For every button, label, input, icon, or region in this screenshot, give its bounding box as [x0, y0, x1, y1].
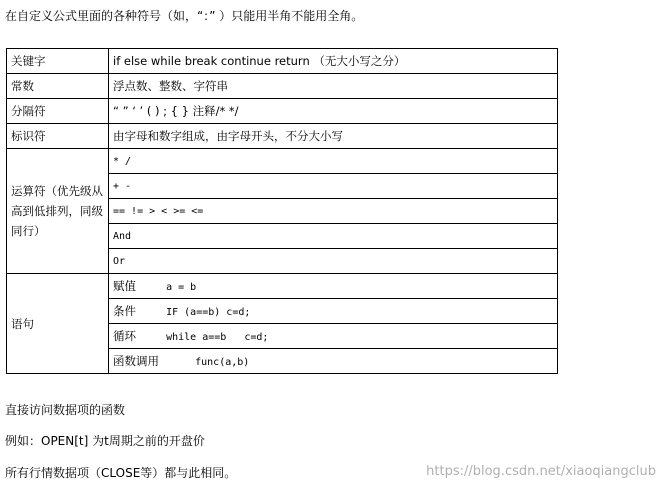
- separators-content: “ ” ‘ ’ ( ) ; { } 注释/* */: [109, 99, 558, 124]
- statement-name: 函数调用: [113, 354, 159, 368]
- operator-row: * /: [109, 149, 558, 174]
- constants-content: 浮点数、整数、字符串: [109, 74, 558, 99]
- intro-text: 在自定义公式里面的各种符号（如，“：” ）只能用半角不能用全角。: [5, 9, 364, 23]
- table-row-statements-1: [7, 274, 558, 299]
- table-row-constants: [7, 74, 558, 99]
- statement-example: while a==b c=d;: [136, 332, 269, 343]
- statement-name: 赋值: [113, 279, 136, 293]
- table-row-identifiers: [7, 124, 558, 149]
- watermark-url: https://blog.csdn.net/xiaoqiangclub: [426, 464, 656, 479]
- operator-row: == != > < >= <=: [109, 199, 558, 224]
- operator-row: Or: [109, 249, 558, 274]
- keywords-content: if else while break continue return （无大小写之分）: [109, 49, 558, 74]
- category-operators: 运算符（优先级从高到低排列，同级同行）: [7, 149, 109, 274]
- paragraph-example: 例如：OPEN[t] 为t周期之前的开盘价: [5, 434, 205, 448]
- statement-example: IF (a==b) c=d;: [136, 307, 251, 318]
- statement-row: [109, 274, 558, 299]
- category-keywords: 关键字: [7, 49, 109, 74]
- statement-row: [109, 299, 558, 324]
- table-row-separators: [7, 99, 558, 124]
- identifiers-content: 由字母和数字组成，由字母开头，不分大小写: [109, 124, 558, 149]
- paragraph-note: 所有行情数据项（CLOSE等）都与此相同。: [5, 466, 237, 480]
- statement-example: func(a,b): [159, 357, 250, 368]
- category-identifiers: 标识符: [7, 124, 109, 149]
- paragraph-direct-access: 直接访问数据项的函数: [5, 403, 126, 417]
- table-row-keywords: [7, 49, 558, 74]
- category-statements: 语句: [7, 274, 109, 374]
- statement-name: 条件: [113, 304, 136, 318]
- table-row-operators-1: [7, 149, 558, 174]
- operator-row: And: [109, 224, 558, 249]
- operator-row: + -: [109, 174, 558, 199]
- category-separators: 分隔符: [7, 99, 109, 124]
- category-constants: 常数: [7, 74, 109, 99]
- syntax-table: [6, 48, 558, 374]
- statement-row: [109, 349, 558, 374]
- statement-row: [109, 324, 558, 349]
- statement-name: 循环: [113, 329, 136, 343]
- statement-example: a = b: [136, 282, 197, 293]
